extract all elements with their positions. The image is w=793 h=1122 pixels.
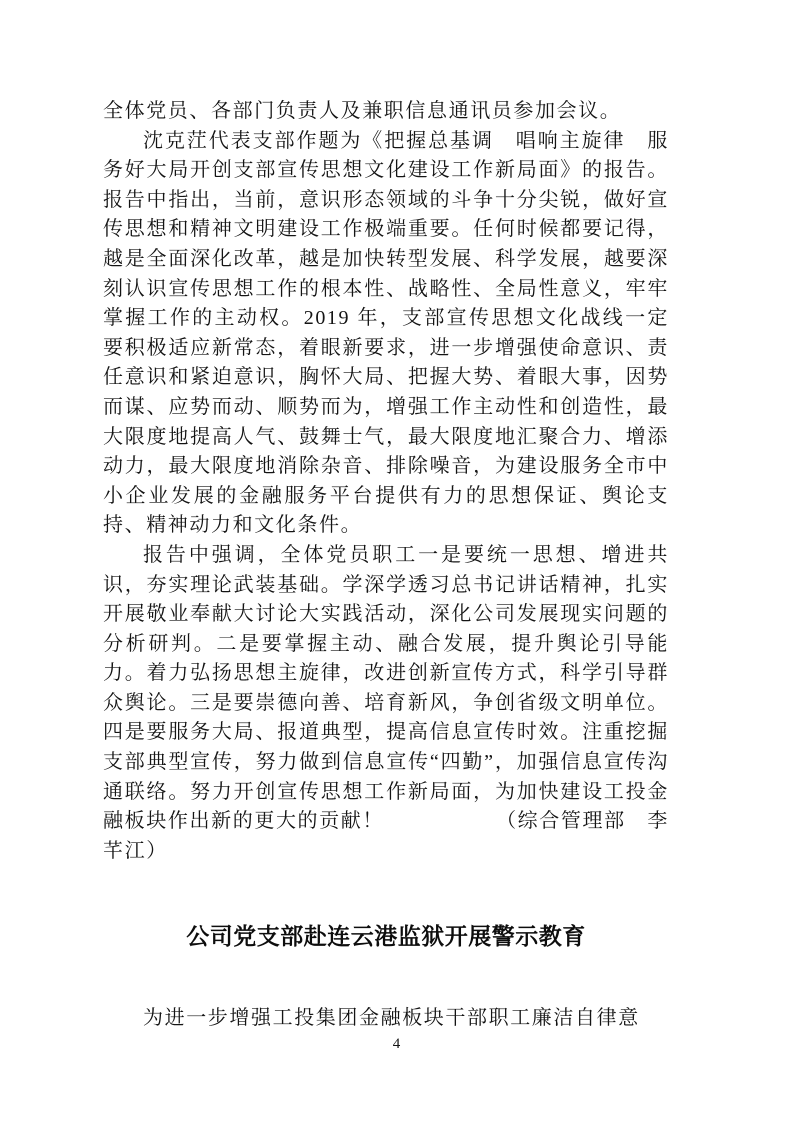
report-paragraph-2-with-byline (103, 541, 669, 867)
report-paragraph-1: 沈克茳代表支部作题为《把握总基调 唱响主旋律 服务好大局开创支部宣传思想文化建设工作新局面》的报告。报告中指出，当前，意识形态领域的斗争十分尖锐，做好宣传思想和精神文明建设工作极端重要。任何时候都要记得，越是全面深化改革，越是加快转型发展、科学发展，越要深刻认识宣传思想工作的根本性、战略性、全局性意义，牢牢掌握工作的主动权。2019 年，支部宣传思想文化战线一定要积极适应新常态，着眼新要求，进一步增强使命意识、责任意识和紧迫意识，胸怀大局、把握大势、着眼大事，因势而谋、应势而动、顺势而为，增强工作主动性和创造性，最大限度地提高人气、鼓舞士气，最大限度地汇聚合力、增添动力，最大限度地消除杂音、排除噪音，为建设服务全市中小企业发展的金融服务平台提供有力的思想保证、舆论支持、精神动力和文化条件。 (103, 129, 669, 537)
report-paragraph-2: 报告中强调，全体党员职工一是要统一思想、增进共识，夯实理论武装基础。学深学透习总书记讲话精神，扎实开展敬业奉献大讨论大实践活动，深化公司发展现实问题的分析研判。二是要掌握主动、融合发展，提升舆论引导能力。着力弘扬思想主旋律，改进创新宣传方式，科学引导群众舆论。三是要崇德向善、培育新风，争创省级文明单位。四是要服务大局、报道典型，提高信息宣传时效。注重挖掘支部典型宣传，努力做到信息宣传“四勤”，加强信息宣传沟通联络。努力开创宣传思想工作新局面，为加快建设工投金融板块作出新的更大的贡献！ (103, 543, 669, 833)
next-article-first-line: 为进一步增强工投集团金融板块干部职工廉洁自律意 (143, 1007, 640, 1030)
page-content (103, 97, 669, 1034)
byline: （综合管理部 李芊江） (103, 810, 669, 862)
page-number: 4 (392, 1036, 401, 1052)
paragraph-continuation-line: 全体党员、各部门负责人及兼职信息通讯员参加会议。 (103, 100, 622, 122)
next-article-title: 公司党支部赴连云港监狱开展警示教育 (186, 923, 586, 950)
